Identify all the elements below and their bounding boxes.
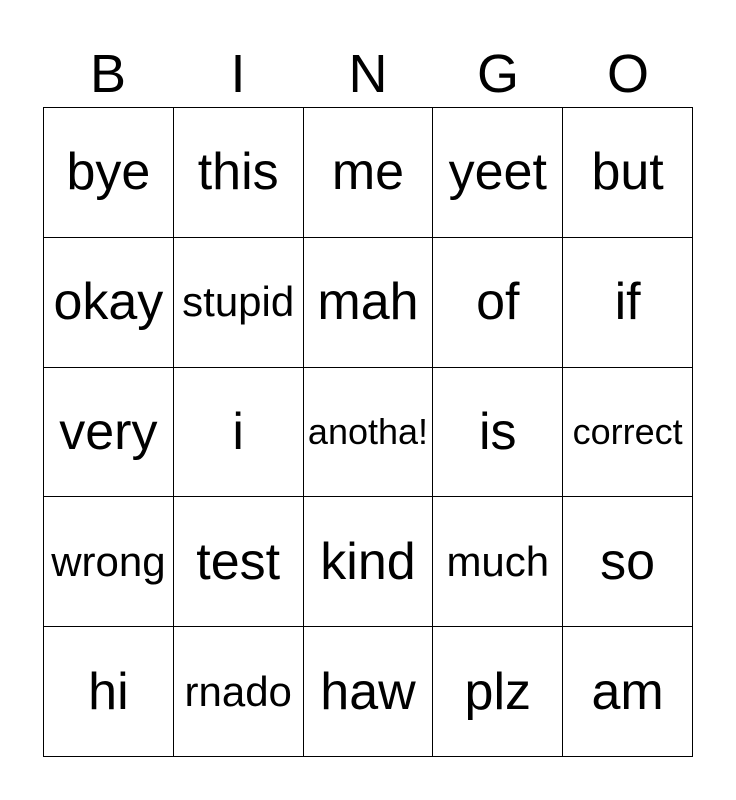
bingo-cell-r2-c1[interactable]: okay: [44, 238, 174, 368]
bingo-cell-r4-c1[interactable]: wrong: [44, 497, 174, 627]
bingo-cell-r2-c5[interactable]: if: [563, 238, 693, 368]
bingo-header: [43, 40, 693, 108]
bingo-cell-r5-c1[interactable]: hi: [44, 627, 174, 757]
bingo-cell-r4-c2[interactable]: test: [174, 497, 304, 627]
bingo-cell-r4-c3[interactable]: kind: [304, 497, 434, 627]
bingo-cell-r5-c3[interactable]: haw: [304, 627, 434, 757]
bingo-cell-r1-c5[interactable]: but: [563, 108, 693, 238]
header-letter-g: G: [476, 44, 519, 104]
header-letter-o: O: [606, 44, 649, 104]
bingo-cell-r5-c4[interactable]: plz: [433, 627, 563, 757]
bingo-cell-r1-c3[interactable]: me: [304, 108, 434, 238]
header-letter-n: N: [348, 44, 388, 104]
bingo-cell-r1-c1[interactable]: bye: [44, 108, 174, 238]
bingo-cell-r2-c3[interactable]: mah: [304, 238, 434, 368]
bingo-cell-r2-c4[interactable]: of: [433, 238, 563, 368]
header-letter-i: I: [230, 44, 246, 104]
header-letter-b: B: [89, 44, 127, 104]
bingo-cell-r2-c2[interactable]: stupid: [174, 238, 304, 368]
bingo-cell-r3-c2[interactable]: i: [174, 368, 304, 498]
bingo-cell-r4-c5[interactable]: so: [563, 497, 693, 627]
bingo-cell-r1-c4[interactable]: yeet: [433, 108, 563, 238]
bingo-board: [43, 107, 693, 757]
bingo-cell-r5-c2[interactable]: rnado: [174, 627, 304, 757]
bingo-cell-r1-c2[interactable]: this: [174, 108, 304, 238]
bingo-cell-r3-c4[interactable]: is: [433, 368, 563, 498]
bingo-cell-r3-c3[interactable]: anotha!: [304, 368, 434, 498]
bingo-cell-r4-c4[interactable]: much: [433, 497, 563, 627]
bingo-cell-r5-c5[interactable]: am: [563, 627, 693, 757]
bingo-cell-r3-c1[interactable]: very: [44, 368, 174, 498]
bingo-cell-r3-c5[interactable]: correct: [563, 368, 693, 498]
